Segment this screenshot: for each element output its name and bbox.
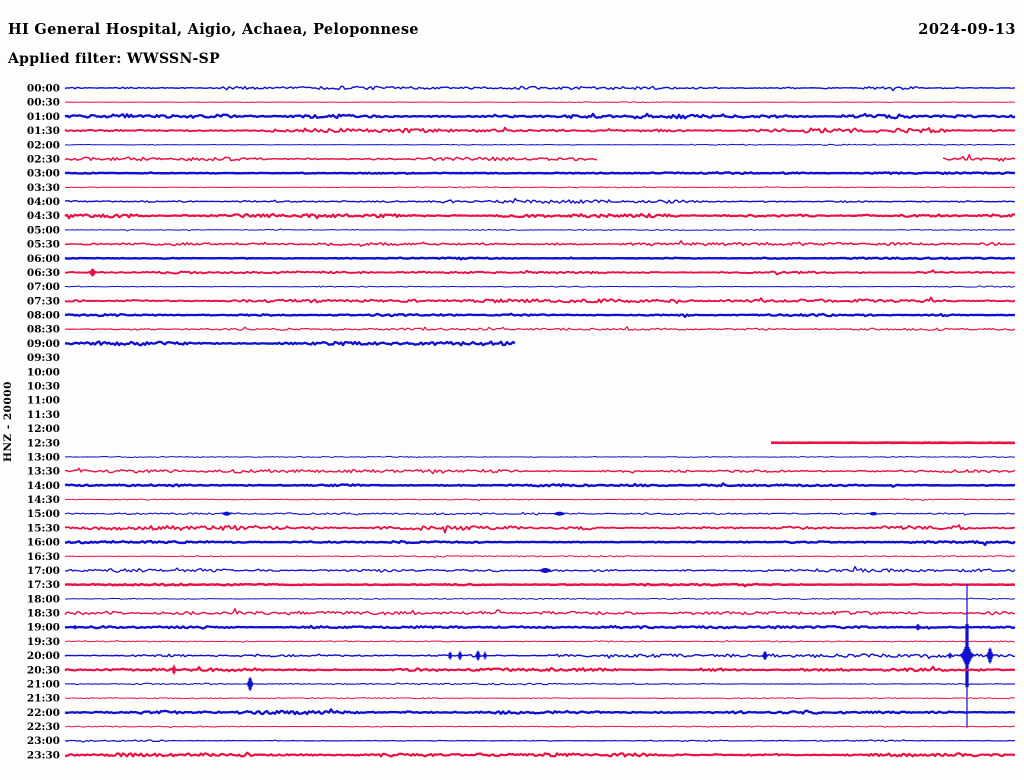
y-axis-channel-label: HNZ - 20000 — [2, 381, 14, 463]
seismogram-row-03:00 — [27, 168, 1015, 180]
seismogram-row-12:30 — [27, 437, 1015, 449]
trace-start-time-label: 18:30 — [26, 607, 60, 620]
trace-path — [65, 214, 1015, 218]
trace-path — [65, 157, 597, 160]
trace-path — [65, 499, 1015, 501]
trace-start-time-label: 06:00 — [26, 252, 60, 265]
trace-start-time-label: 09:30 — [26, 352, 60, 365]
trace-start-time-label: 01:00 — [26, 110, 60, 123]
trace-path — [65, 609, 1015, 615]
trace-start-time-label: 12:00 — [26, 423, 60, 436]
trace-path — [65, 314, 1015, 317]
trace-start-time-label: 15:30 — [26, 522, 60, 535]
seismogram-row-08:00 — [27, 310, 1015, 322]
trace-path — [65, 286, 1015, 287]
trace-start-time-label: 07:30 — [26, 295, 60, 308]
trace-start-time-label: 00:00 — [26, 82, 60, 95]
trace-start-time-label: 01:30 — [26, 125, 60, 138]
trace-path — [65, 114, 1015, 118]
trace-start-time-label: 14:30 — [26, 494, 60, 507]
seismogram-row-00:30 — [27, 97, 1015, 109]
trace-start-time-label: 21:00 — [26, 678, 60, 691]
trace-path — [65, 128, 1015, 133]
trace-path — [65, 258, 1015, 260]
trace-path — [65, 327, 1015, 331]
trace-start-time-label: 16:30 — [26, 550, 60, 563]
trace-start-time-label: 00:30 — [26, 96, 60, 109]
seismogram-row-07:00 — [27, 281, 1015, 293]
seismogram-row-14:30 — [27, 494, 1015, 506]
seismogram-row-04:30 — [27, 210, 1015, 222]
seismogram-row-06:30 — [27, 267, 1015, 279]
seismogram-row-18:00 — [27, 593, 1015, 605]
seismogram-row-05:30 — [27, 239, 1015, 251]
trace-path — [65, 667, 1015, 671]
seismogram-row-03:30 — [27, 182, 1015, 194]
trace-path — [65, 726, 1015, 728]
seismogram-row-18:30 — [27, 608, 1015, 620]
seismogram-row-08:30 — [27, 324, 1015, 336]
trace-start-time-label: 20:00 — [26, 650, 60, 663]
trace-path — [65, 709, 1015, 714]
trace-start-time-label: 19:00 — [26, 621, 60, 634]
trace-start-time-label: 15:00 — [26, 508, 60, 521]
seismogram-row-00:00 — [27, 83, 1015, 95]
trace-start-time-label: 23:00 — [26, 735, 60, 748]
trace-path — [65, 584, 1015, 586]
seismogram-row-21:30 — [27, 693, 1015, 705]
seismogram-row-06:00 — [27, 253, 1015, 265]
seismogram-row-05:00 — [27, 224, 1015, 236]
trace-path — [65, 241, 1015, 246]
trace-start-time-label: 13:00 — [26, 451, 60, 464]
trace-start-time-label: 14:00 — [26, 479, 60, 492]
seismogram-row-11:00 — [27, 395, 60, 407]
seismogram-row-16:00 — [27, 537, 1015, 549]
trace-path — [65, 298, 1015, 303]
seismogram-row-17:30 — [27, 579, 1015, 591]
trace-start-time-label: 04:30 — [26, 210, 60, 223]
seismogram-row-16:30 — [27, 551, 1015, 563]
trace-path — [65, 654, 1015, 658]
trace-start-time-label: 13:30 — [26, 465, 60, 478]
trace-path — [65, 555, 1015, 557]
trace-path — [943, 155, 1015, 161]
trace-start-time-label: 07:00 — [26, 281, 60, 294]
seismogram-row-09:30 — [27, 352, 60, 364]
trace-path — [65, 483, 1015, 486]
trace-path — [65, 456, 1015, 457]
seismogram-row-17:00 — [27, 565, 1015, 577]
seismogram-row-01:30 — [27, 125, 1015, 137]
trace-start-time-label: 11:00 — [26, 394, 60, 407]
trace-start-time-label: 17:30 — [26, 579, 60, 592]
seismogram-row-04:00 — [27, 196, 1015, 208]
seismogram-row-20:00 — [27, 584, 1015, 728]
seismogram-row-11:30 — [27, 409, 60, 421]
trace-path — [65, 144, 1015, 145]
seismogram-row-13:00 — [27, 451, 1015, 463]
trace-path — [65, 468, 1015, 473]
seismogram-row-23:30 — [27, 749, 1015, 761]
seismogram-row-22:30 — [27, 721, 1015, 733]
seismogram-row-23:00 — [27, 735, 1015, 747]
trace-start-time-label: 08:30 — [26, 323, 60, 336]
trace-start-time-label: 03:00 — [26, 167, 60, 180]
event-spike-path — [540, 568, 550, 573]
seismogram-row-15:00 — [27, 508, 1015, 520]
trace-path — [65, 698, 1015, 699]
trace-start-time-label: 23:30 — [26, 749, 60, 762]
seismogram-row-21:00 — [27, 677, 1015, 691]
trace-path — [65, 541, 1015, 545]
trace-path — [65, 753, 1015, 757]
seismogram-row-14:00 — [27, 480, 1015, 492]
trace-start-time-label: 03:30 — [26, 181, 60, 194]
trace-start-time-label: 20:30 — [26, 664, 60, 677]
trace-path — [65, 270, 1015, 274]
trace-start-time-label: 21:30 — [26, 692, 60, 705]
seismogram-row-09:00 — [27, 338, 515, 350]
seismogram-row-15:30 — [27, 522, 1015, 534]
trace-start-time-label: 16:00 — [26, 536, 60, 549]
trace-path — [65, 740, 1015, 742]
trace-path — [65, 187, 1015, 188]
seismogram-row-12:00 — [27, 423, 60, 435]
seismogram-row-01:00 — [27, 111, 1015, 123]
trace-path — [65, 199, 1015, 204]
trace-start-time-label: 12:30 — [26, 437, 60, 450]
trace-start-time-label: 05:00 — [26, 224, 60, 237]
trace-start-time-label: 02:30 — [26, 153, 60, 166]
trace-start-time-label: 19:30 — [26, 635, 60, 648]
event-spike-path — [247, 677, 253, 691]
trace-start-time-label: 06:30 — [26, 266, 60, 279]
applied-filter-label: Applied filter: WWSSN-SP — [8, 51, 220, 67]
trace-start-time-label: 04:00 — [26, 196, 60, 209]
trace-path — [65, 626, 1015, 629]
seismogram-row-10:30 — [27, 380, 60, 392]
seismogram-row-22:00 — [27, 707, 1015, 719]
trace-start-time-label: 10:00 — [26, 366, 60, 379]
trace-start-time-label: 18:00 — [26, 593, 60, 606]
trace-start-time-label: 11:30 — [26, 408, 60, 421]
trace-path — [65, 102, 1015, 103]
trace-path — [65, 598, 1015, 600]
trace-path — [65, 86, 1015, 90]
trace-start-time-label: 05:30 — [26, 238, 60, 251]
trace-path — [65, 172, 1015, 174]
seismogram-row-19:30 — [27, 636, 1015, 648]
trace-start-time-label: 09:00 — [26, 337, 60, 350]
trace-start-time-label: 02:00 — [26, 139, 60, 152]
event-spike-path — [172, 665, 176, 675]
trace-path — [65, 525, 1015, 533]
trace-start-time-label: 10:30 — [26, 380, 60, 393]
trace-start-time-label: 22:30 — [26, 721, 60, 734]
trace-path — [65, 640, 1015, 642]
seismogram-row-19:00 — [27, 622, 1015, 634]
date-label: 2024-09-13 — [918, 21, 1016, 38]
seismogram-row-02:30 — [27, 153, 1015, 165]
trace-start-time-label: 22:00 — [26, 706, 60, 719]
event-spike-path — [90, 269, 96, 277]
trace-start-time-label: 08:00 — [26, 309, 60, 322]
seismogram-row-20:30 — [27, 664, 1015, 676]
seismogram-row-13:30 — [27, 466, 1015, 478]
trace-start-time-label: 17:00 — [26, 564, 60, 577]
seismogram-row-10:00 — [27, 366, 60, 378]
trace-path — [65, 229, 1015, 231]
trace-path — [65, 342, 515, 346]
page-title: HI General Hospital, Aigio, Achaea, Peloponnese — [8, 21, 419, 38]
seismogram-row-07:30 — [27, 295, 1015, 307]
trace-path — [65, 683, 1015, 685]
seismogram-row-02:00 — [27, 139, 1015, 151]
